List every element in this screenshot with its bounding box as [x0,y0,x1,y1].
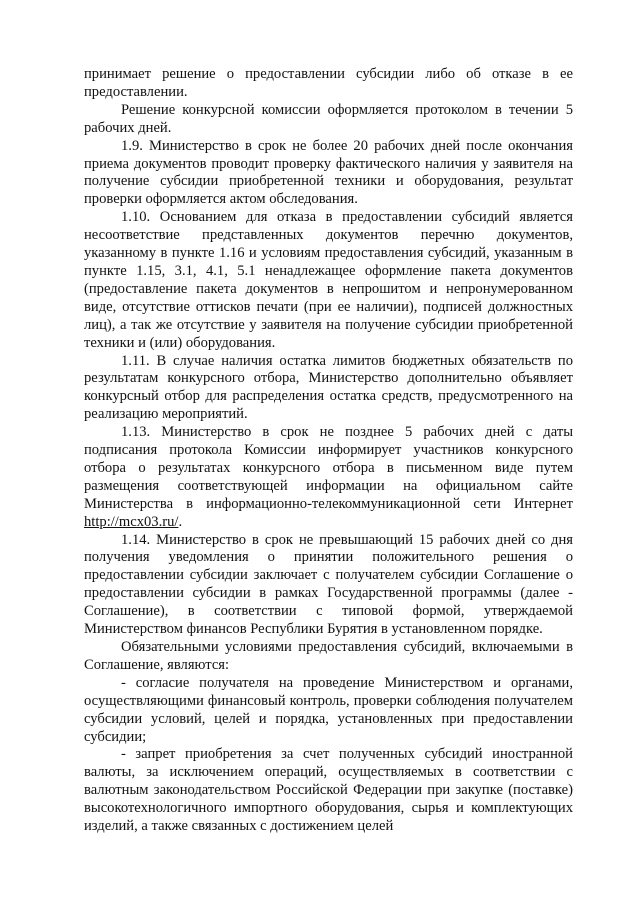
paragraph-1-9: 1.9. Министерство в срок не более 20 рабочих дней после окончания приема документов проводит проверку фактического наличия у заявителя на получение субсидии приобретенной техники и оборудования, результат проверки оформляется актом обследования. [84,137,573,208]
paragraph-mandatory-conditions: Обязательными условиями предоставления субсидий, включаемыми в Соглашение, являются: [84,639,573,673]
paragraph-1-14: 1.14. Министерство в срок не превышающий 15 рабочих дней со дня получения уведомления о принятии положительного решения о предоставлении субсидии заключает с получателем субсидии Соглашение о предоставлении субсидии в рамках Государственной программы (далее - Соглашение), в соответствии с типовой формой, утверждаемой Министерством финансов Республики Бурятия в установленном порядке. [84,531,573,638]
paragraph-continuation: принимает решение о предоставлении субсидии либо об отказе в ее предоставлении. [84,66,573,100]
paragraph-1-11: 1.11. В случае наличия остатка лимитов бюджетных обязательств по результатам конкурсного отбора, Министерство дополнительно объявляет конкурсный отбор для распределения остатка средств, предусмотренного на реализацию мероприятий. [84,352,573,423]
list-item-consent: - согласие получателя на проведение Министерством и органами, осуществляющими финансовый контроль, проверки соблюдения получателем субсидии условий, целей и порядка, установленных при предоставлении субсидии; [84,674,573,745]
list-item-currency-ban: - запрет приобретения за счет полученных субсидий иностранной валюты, за исключением операций, осуществляемых в соответствии с валютным законодательством Российской Федерации при закупке (поставке) высокотехнологичного импортного оборудования, сырья и комплектующих изделий, а также связанных с достижением целей [84,746,573,835]
paragraph-1-13 [84,424,573,531]
paragraph-1-13-text: 1.13. Министерство в срок не позднее 5 рабочих дней с даты подписания протокола Комиссии информирует участников конкурсного отбора о результатах конкурсного отбора в письменном виде путем размещения соответствующей информации на официальном сайте Министерства в информационно-телекоммуникационной сети Интернет [84,424,573,512]
paragraph-1-10: 1.10. Основанием для отказа в предоставлении субсидий является несоответствие представленных документов перечню документов, указанному в пункте 1.16 и условиям предоставления субсидий, указанным в пункте 1.15, 3.1, 4.1, 5.1 ненадлежащее оформление пакета документов (предоставление пакета документов в непрошитом и непронумерованном виде, отсутствие оттисков печати (при ее наличии), подписей должностных лиц), а так же отсутствие у заявителя на получение субсидии приобретенной техники и (или) оборудования. [84,209,573,351]
document-page [84,66,573,836]
paragraph-1-13-end: . [178,513,183,530]
ministry-website-link[interactable]: http://mcx03.ru/ [84,513,179,530]
paragraph-commission-decision: Решение конкурсной комиссии оформляется протоколом в течении 5 рабочих дней. [84,101,573,136]
